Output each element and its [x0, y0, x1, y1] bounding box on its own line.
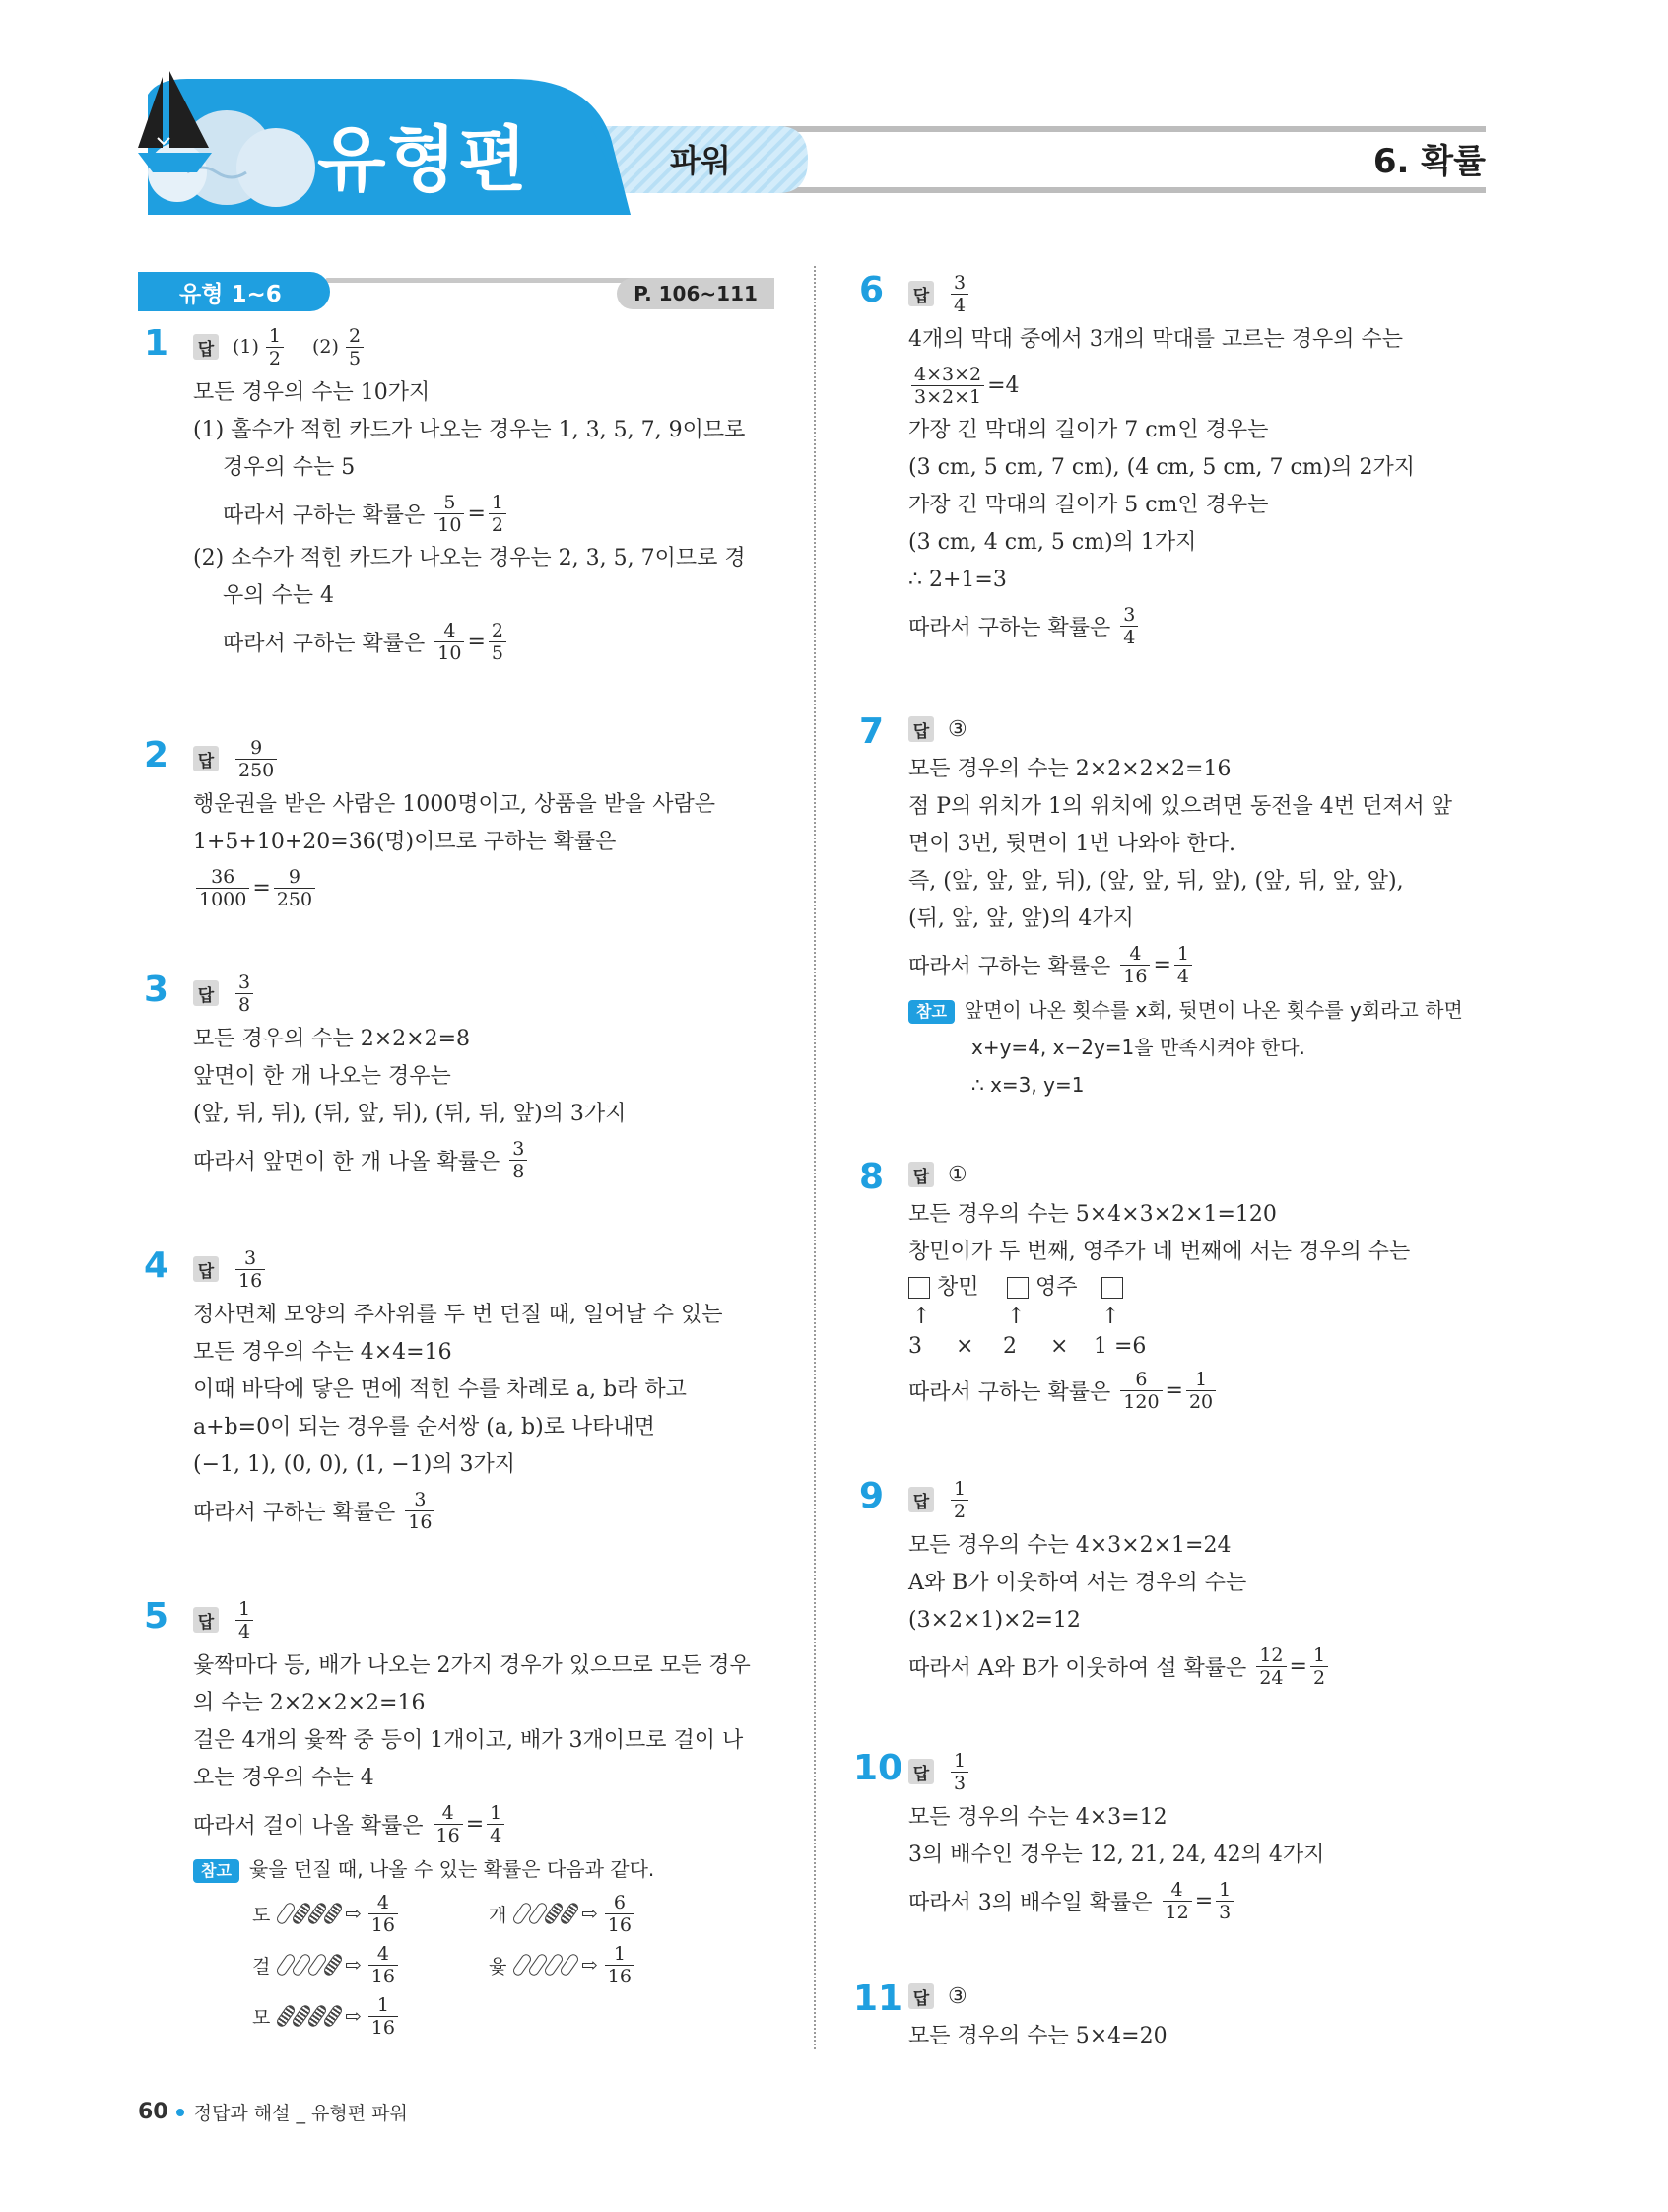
type-bar-line — [325, 278, 656, 283]
answer-fraction: $\frac{9}{250}$ — [235, 737, 277, 781]
answer-choice: ③ — [948, 1983, 967, 2009]
solution-formula: 따라서 A와 B가 이웃하여 설 확률은 $\frac{12}{24}$ = $\frac{1}{2}$ — [908, 1640, 1331, 1693]
solution-line: 가장 긴 막대의 길이가 7 cm인 경우는 — [908, 418, 1269, 442]
solution-line: 의 수는 2×2×2×2=16 — [193, 1691, 426, 1715]
problem-9 — [859, 1472, 1331, 1693]
solution-line: (3 cm, 5 cm, 7 cm), (4 cm, 5 cm, 7 cm)의 2가지 — [908, 455, 1416, 480]
solution-line: (3×2×1)×2=12 — [908, 1608, 1081, 1633]
arrow-up-icon: ↑ — [912, 1305, 931, 1329]
type-range-bar — [138, 272, 774, 311]
answer-badge: 답 — [908, 1983, 934, 2009]
answer-row — [193, 319, 746, 374]
answer-row — [908, 707, 1463, 751]
solution-line: 모든 경우의 수는 4×3×2×1=24 — [908, 1533, 1232, 1558]
problem-number: 7 — [859, 711, 885, 752]
solution-line: 모든 경우의 수는 4×3=12 — [908, 1805, 1168, 1830]
seat-calc: 3 × 2 × 1 =6 — [908, 1334, 1147, 1359]
problem-6 — [859, 266, 1416, 652]
section-subtitle: 파워 — [670, 142, 731, 179]
solution-line: (−1, 1), (0, 0), (1, −1)의 3가지 — [193, 1452, 516, 1477]
answer-fraction: $\frac{1}{4}$ — [235, 1598, 253, 1642]
problem-3 — [144, 966, 627, 1186]
solution-formula: 따라서 걸이 나올 확률은 $\frac{4}{16}$ = $\frac{1}{4}$ — [193, 1797, 751, 1850]
seat-box — [1101, 1277, 1123, 1299]
answer-badge: 답 — [193, 1607, 219, 1633]
solution-line: 모든 경우의 수는 4×4=16 — [193, 1340, 452, 1365]
problem-number: 11 — [853, 1978, 903, 2019]
yut-mo: 모 ⇨ $\frac{1}{16}$ — [252, 1994, 489, 2039]
answer-fraction: $\frac{2}{5}$ — [346, 325, 364, 369]
column-divider — [814, 266, 816, 2049]
arrow-right-icon: ⇨ — [581, 1953, 598, 1977]
page-footer — [138, 2099, 408, 2125]
solution-formula: $\frac{36}{1000}$ = $\frac{9}{250}$ — [193, 861, 715, 914]
solution-formula: 따라서 구하는 확률은 $\frac{3}{16}$ — [193, 1484, 722, 1537]
solution-line: 모든 경우의 수는 5×4=20 — [908, 2024, 1168, 2048]
yut-row — [193, 1888, 751, 1939]
answer-row — [193, 731, 715, 786]
problem-number: 5 — [144, 1596, 169, 1637]
arrow-right-icon: ⇨ — [345, 1953, 362, 1977]
section-title: 유형편 — [317, 118, 529, 201]
solution-line: 걸은 4개의 윷짝 중 등이 1개이고, 배가 3개이므로 걸이 나 — [193, 1728, 744, 1753]
note-line: x+y=4, x−2y=1을 만족시켜야 한다. — [971, 1036, 1305, 1059]
answer-fraction: $\frac{1}{2}$ — [266, 325, 284, 369]
solution-line: 정사면체 모양의 주사위를 두 번 던질 때, 일어날 수 있는 — [193, 1303, 723, 1327]
solution-line: 면이 3번, 뒷면이 1번 나와야 한다. — [908, 832, 1235, 856]
note-line: 참고 앞면이 나온 횟수를 x회, 뒷면이 나온 횟수를 y회라고 하면 — [908, 991, 1463, 1029]
solution-line: 모든 경우의 수는 10가지 — [193, 380, 431, 405]
solution-formula: 따라서 구하는 확률은 $\frac{5}{10}$ = $\frac{1}{2}$ — [193, 487, 746, 540]
answer-fraction: $\frac{3}{16}$ — [235, 1247, 265, 1292]
seat-box — [1007, 1277, 1029, 1299]
solution-formula: 따라서 3의 배수일 확률은 $\frac{4}{12}$ = $\frac{1}{3}$ — [908, 1874, 1324, 1927]
solution-line: 1+5+10+20=36(명)이므로 구하는 확률은 — [193, 830, 617, 854]
arrow-right-icon: ⇨ — [345, 1902, 362, 1925]
yut-yut: 윷 ⇨ $\frac{1}{16}$ — [489, 1943, 725, 1987]
problem-11 — [853, 1975, 1168, 2055]
footer-text: 정답과 해설 _ 유형편 파워 — [193, 2103, 408, 2124]
solution-formula: $\frac{4\times 3\times 2}{3\times 2\times 1}$ =4 — [908, 359, 1415, 412]
solution-line: 즉, (앞, 앞, 앞, 뒤), (앞, 앞, 뒤, 앞), (앞, 뒤, 앞, 앞), — [908, 869, 1404, 894]
problem-7 — [859, 707, 1463, 1104]
problem-1 — [144, 319, 746, 668]
page-number: 60 — [138, 2100, 168, 2124]
answer-part-label: (1) — [233, 336, 259, 358]
header-illustration — [0, 0, 1668, 227]
note-line: 참고 윷을 던질 때, 나올 수 있는 확률은 다음과 같다. — [193, 1850, 751, 1888]
solution-formula: 따라서 구하는 확률은 $\frac{4}{10}$ = $\frac{2}{5}$ — [193, 615, 746, 668]
answer-row — [908, 1744, 1324, 1799]
solution-line: 이때 바닥에 닿은 면에 적힌 수를 차례로 a, b라 하고 — [193, 1377, 687, 1402]
solution-line: 점 P의 위치가 1의 위치에 있으려면 동전을 4번 던져서 앞 — [908, 794, 1453, 819]
solution-line: 행운권을 받은 사람은 1000명이고, 상품을 받을 사람은 — [193, 792, 715, 817]
solution-line: 3의 배수인 경우는 12, 21, 24, 42의 4가지 — [908, 1843, 1325, 1867]
problem-number: 9 — [859, 1476, 885, 1516]
type-range-label: 유형 1~6 — [138, 272, 330, 311]
answer-row — [193, 1241, 722, 1297]
seat-arrows — [908, 1305, 1410, 1330]
solution-formula: 따라서 구하는 확률은 $\frac{4}{16}$ = $\frac{1}{4}$ — [908, 938, 1463, 991]
arrow-right-icon: ⇨ — [345, 2004, 362, 2028]
solution-line: A와 B가 이웃하여 서는 경우의 수는 — [908, 1571, 1247, 1595]
solution-line: 4개의 막대 중에서 3개의 막대를 고르는 경우의 수는 — [908, 327, 1403, 352]
answer-badge: 답 — [908, 1487, 934, 1512]
answer-badge: 답 — [193, 334, 219, 360]
page-range-label: P. 106~111 — [617, 278, 774, 309]
solution-line: (2) 소수가 적힌 카드가 나오는 경우는 2, 3, 5, 7이므로 경 — [193, 546, 746, 570]
answer-fraction: $\frac{1}{2}$ — [951, 1478, 968, 1522]
solution-line: 모든 경우의 수는 5×4×3×2×1=120 — [908, 1202, 1277, 1227]
yut-geol: 걸 ⇨ $\frac{4}{16}$ — [252, 1943, 489, 1987]
answer-row — [908, 266, 1415, 321]
answer-row — [908, 1472, 1331, 1527]
seat-box — [908, 1277, 930, 1299]
answer-row — [908, 1153, 1410, 1196]
answer-fraction: $\frac{1}{3}$ — [951, 1750, 968, 1794]
problem-number: 8 — [859, 1157, 885, 1197]
answer-part-label: (2) — [312, 336, 339, 358]
solution-line: 모든 경우의 수는 2×2×2×2=16 — [908, 757, 1232, 781]
note-badge: 참고 — [908, 1000, 955, 1024]
solution-line: 창민이가 두 번째, 영주가 네 번째에 서는 경우의 수는 — [908, 1240, 1411, 1264]
answer-badge: 답 — [908, 716, 934, 742]
solution-formula: 따라서 앞면이 한 개 나올 확률은 $\frac{3}{8}$ — [193, 1133, 626, 1186]
arrow-up-icon: ↑ — [1101, 1305, 1120, 1329]
problem-8 — [859, 1153, 1411, 1417]
arrow-right-icon: ⇨ — [581, 1902, 598, 1925]
solution-formula: 따라서 구하는 확률은 $\frac{3}{4}$ — [908, 599, 1415, 652]
arrow-up-icon: ↑ — [1007, 1305, 1026, 1329]
answer-choice: ① — [948, 1162, 967, 1187]
answer-row — [193, 1592, 751, 1647]
answer-fraction: $\frac{3}{4}$ — [951, 272, 968, 316]
footer-dot-icon — [176, 2109, 184, 2116]
problem-number: 2 — [144, 735, 169, 775]
problem-5 — [144, 1592, 751, 2042]
solution-line: 가장 긴 막대의 길이가 5 cm인 경우는 — [908, 493, 1269, 517]
solution-line: (3 cm, 4 cm, 5 cm)의 1가지 — [908, 530, 1197, 555]
yut-gae: 개 ⇨ $\frac{6}{16}$ — [489, 1892, 725, 1936]
problem-number: 1 — [144, 323, 169, 364]
answer-badge: 답 — [908, 281, 934, 306]
chapter-title: 6. 확률 — [1372, 142, 1486, 181]
solution-line: 모든 경우의 수는 2×2×2=8 — [193, 1027, 471, 1051]
solution-line: 앞면이 한 개 나오는 경우는 — [193, 1064, 451, 1089]
answer-badge: 답 — [193, 746, 219, 771]
solution-line: 윷짝마다 등, 배가 나오는 2가지 경우가 있으므로 모든 경우 — [193, 1653, 751, 1678]
problem-2 — [144, 731, 715, 914]
answer-row — [193, 966, 626, 1021]
problem-number: 6 — [859, 270, 885, 310]
answer-badge: 답 — [193, 980, 219, 1006]
seat-diagram: 창민 영주 — [908, 1271, 1410, 1305]
problem-10 — [853, 1744, 1325, 1927]
answer-choice: ③ — [948, 716, 967, 742]
yut-row — [193, 1939, 751, 1990]
solution-line: (1) 홀수가 적힌 카드가 나오는 경우는 1, 3, 5, 7, 9이므로 — [193, 418, 746, 442]
note-badge: 참고 — [193, 1859, 239, 1883]
solution-line: 우의 수는 4 — [223, 583, 334, 608]
answer-badge: 답 — [908, 1162, 934, 1187]
solution-formula: 따라서 구하는 확률은 $\frac{6}{120}$ = $\frac{1}{20}$ — [908, 1364, 1410, 1417]
answer-badge: 답 — [908, 1759, 934, 1784]
solution-line: ∴ 2+1=3 — [908, 568, 1007, 592]
solution-line: 경우의 수는 5 — [223, 455, 356, 480]
problem-number: 10 — [853, 1748, 903, 1788]
answer-badge: 답 — [193, 1256, 219, 1282]
solution-line: (뒤, 앞, 앞, 앞)의 4가지 — [908, 906, 1134, 931]
note-line: ∴ x=3, y=1 — [971, 1073, 1085, 1097]
yut-row — [193, 1990, 751, 2042]
solution-line: 오는 경우의 수는 4 — [193, 1766, 374, 1790]
answer-row — [908, 1975, 1168, 2018]
yut-do: 도 ⇨ $\frac{4}{16}$ — [252, 1892, 489, 1936]
problem-number: 4 — [144, 1245, 169, 1286]
answer-fraction: $\frac{3}{8}$ — [235, 972, 253, 1016]
problem-4 — [144, 1241, 723, 1537]
solution-line: a+b=0이 되는 경우를 순서쌍 (a, b)로 나타내면 — [193, 1415, 655, 1440]
solution-line: (앞, 뒤, 뒤), (뒤, 앞, 뒤), (뒤, 뒤, 앞)의 3가지 — [193, 1102, 627, 1126]
problem-number: 3 — [144, 970, 169, 1010]
